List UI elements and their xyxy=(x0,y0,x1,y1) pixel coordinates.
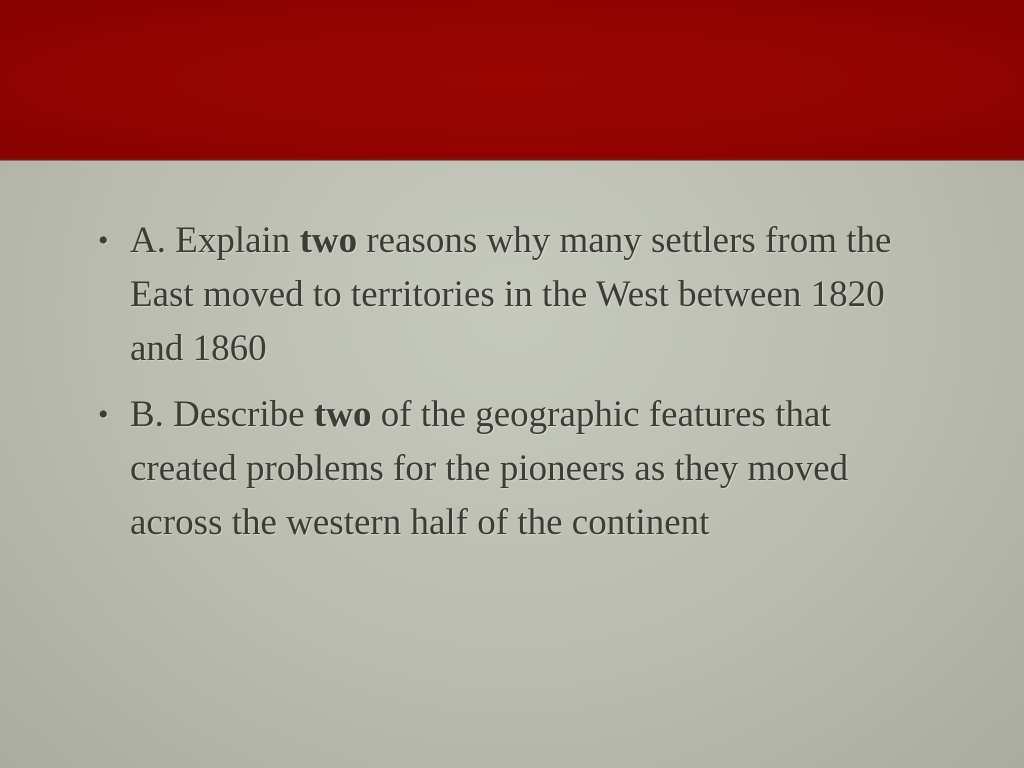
title-band xyxy=(0,0,1024,160)
bullet-icon: • xyxy=(98,224,109,257)
bullet-a-prefix: A. Explain xyxy=(130,220,300,261)
bullet-list xyxy=(96,214,936,550)
bullet-a-emphasis: two xyxy=(299,220,358,261)
bullet-b-suffix: of the geographic features that created problems for the pioneers as they moved across the western half of the continent xyxy=(130,394,849,543)
bullet-item-a xyxy=(96,214,936,376)
bullet-b-emphasis: two xyxy=(313,394,372,435)
slide-body xyxy=(96,214,936,562)
title-band-divider xyxy=(0,158,1024,161)
bullet-a-suffix: reasons why many settlers from the East moved to territories in the West between 1820 and 1860 xyxy=(130,220,892,369)
bullet-b-prefix: B. Describe xyxy=(130,394,314,435)
bullet-item-b xyxy=(96,388,936,550)
bullet-icon: • xyxy=(98,398,109,431)
